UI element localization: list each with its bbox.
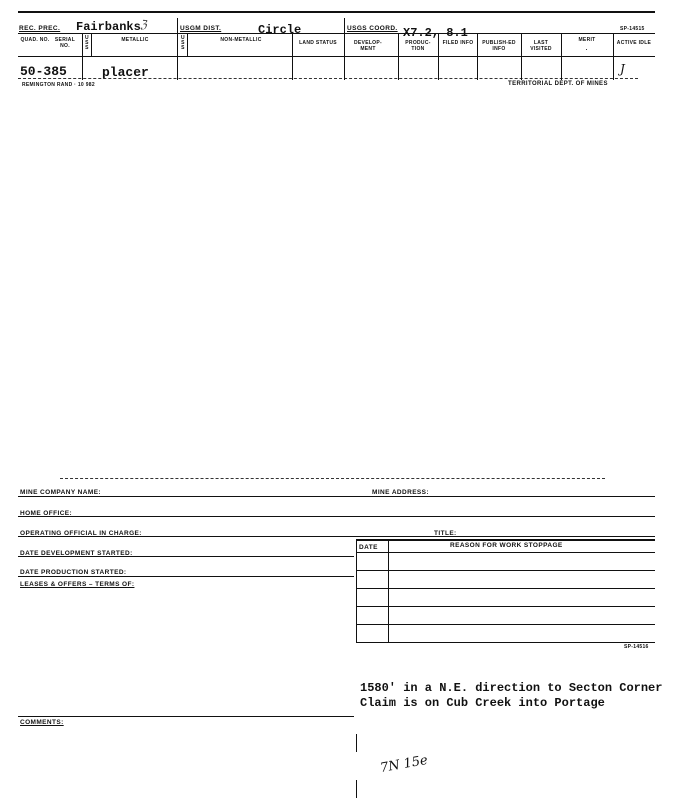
- record-quad-serial: 50-385: [20, 64, 67, 79]
- rec-prec-value: Fairbanks: [76, 20, 141, 34]
- col-metallic: METALLIC: [121, 37, 149, 43]
- form-number-bottom: SP-14516: [624, 644, 649, 650]
- col-production: PRODUC-TION: [405, 40, 431, 52]
- note-line-1: 1580' in a N.E. direction to Secton Corner: [360, 681, 663, 695]
- rule-table-header: [356, 552, 655, 553]
- divider-filed: [438, 34, 439, 80]
- col-development: DEVELOP-MENT: [354, 40, 382, 52]
- usgm-dist-value: Circle: [258, 23, 302, 37]
- divider-coord: [344, 18, 345, 80]
- form-number-top: SP-14515: [620, 26, 645, 32]
- label-date-dev-started: DATE DEVELOPMENT STARTED:: [20, 550, 133, 557]
- record-active-idle-mark: J: [620, 62, 625, 76]
- divider-table-date: [388, 539, 389, 643]
- divider-merit: [561, 34, 562, 80]
- divider-prod: [398, 34, 399, 80]
- divider-serial: [82, 34, 83, 80]
- usgm-dist-label: USGM DIST.: [180, 25, 222, 32]
- divider-table-left: [356, 539, 357, 643]
- label-date-prod-started: DATE PRODUCTION STARTED:: [20, 569, 127, 576]
- col-date: DATE: [359, 544, 378, 551]
- col-uss-2: U S S: [181, 35, 185, 51]
- divider-comments-a: [356, 734, 357, 752]
- rule-table-row3: [356, 606, 655, 607]
- divider-published: [477, 34, 478, 80]
- col-serial-no: SERIAL NO.: [54, 37, 76, 49]
- col-active-idle: ACTIVE IDLE: [616, 40, 652, 46]
- rec-prec-label: REC. PREC.: [19, 25, 61, 32]
- divider-usgm: [177, 18, 178, 80]
- divider-last: [521, 34, 522, 80]
- col-merit: MERIT: [578, 37, 596, 43]
- territorial-dept: TERRITORIAL DEPT. OF MINES: [508, 81, 608, 87]
- coord-value: X7.2, 8.1: [403, 26, 468, 40]
- col-uss-1: U S S: [85, 35, 89, 51]
- label-home-office: HOME OFFICE:: [20, 510, 73, 517]
- rule-table-row4: [356, 624, 655, 625]
- rule-company: [18, 496, 655, 497]
- label-mine-company-name: MINE COMPANY NAME:: [20, 489, 101, 496]
- handwritten-township: 7N 15e: [379, 752, 429, 777]
- note-line-2: Claim is on Cub Creek into Portage: [360, 696, 605, 710]
- printer-mark: REMINGTON RAND · 10 982: [22, 82, 95, 88]
- label-operating-official: OPERATING OFFICIAL IN CHARGE:: [20, 530, 142, 537]
- lower-top-dashed: [60, 478, 605, 479]
- col-land-status: LAND STATUS: [299, 40, 337, 46]
- divider-uss2: [187, 34, 188, 56]
- col-non-metallic: NON-METALLIC: [220, 37, 262, 43]
- rule-table-row5: [356, 642, 655, 643]
- col-reason: REASON FOR WORK STOPPAGE: [450, 542, 563, 549]
- rule-comments: [18, 716, 354, 717]
- col-last-visited: LAST VISITED: [530, 40, 552, 52]
- divider-comments-b: [356, 780, 357, 798]
- col-quad-no: QUAD. NO.: [20, 37, 50, 43]
- divider-uss1: [91, 34, 92, 56]
- label-leases: LEASES & OFFERS – TERMS OF:: [20, 581, 135, 588]
- label-comments: COMMENTS:: [20, 719, 64, 726]
- rule-home-office: [18, 516, 655, 517]
- handwritten-mark: ℨ: [140, 18, 147, 31]
- col-filed-info: FILED INFO: [442, 40, 474, 46]
- label-mine-address: MINE ADDRESS:: [372, 489, 429, 496]
- record-metallic: placer: [102, 65, 149, 80]
- divider-land: [292, 34, 293, 80]
- label-title: TITLE:: [434, 530, 457, 537]
- rule-date-prod: [18, 576, 354, 577]
- rule-table-row2: [356, 588, 655, 589]
- rule-table-top: [356, 539, 655, 541]
- header-rule-columns: [18, 56, 655, 57]
- record-merit-mark: ·: [585, 44, 588, 54]
- coord-label: USGS COORD.: [347, 25, 398, 32]
- divider-active: [613, 34, 614, 80]
- header-rule-top: [18, 11, 655, 13]
- rule-table-row1: [356, 570, 655, 571]
- col-published-info: PUBLISH-ED INFO: [482, 40, 516, 52]
